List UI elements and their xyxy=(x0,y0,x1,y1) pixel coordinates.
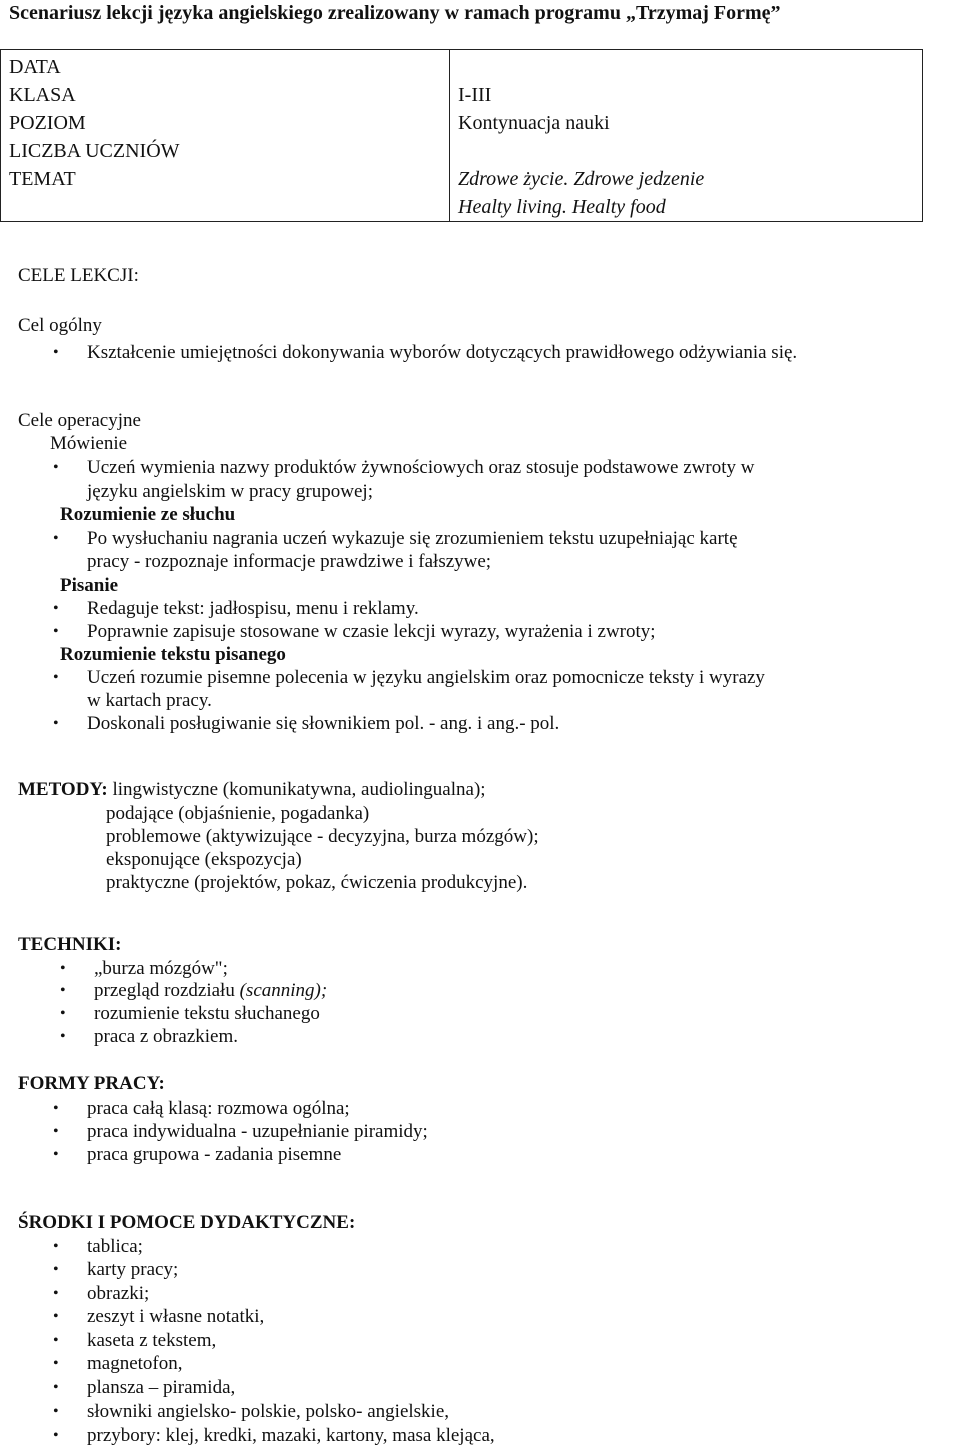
srodki-item-5: • kaseta z tekstem, xyxy=(87,1329,216,1352)
value-temat-en: Healty living. Healty food xyxy=(458,196,666,218)
srodki-item-4: • zeszyt i własne notatki, xyxy=(87,1305,264,1328)
mowienie-item-line1: • Uczeń wymienia nazwy produktów żywnościowych oraz stosuje podstawowe zwroty w xyxy=(87,457,755,478)
metody-item: problemowe (aktywizujące - decyzyjna, burza mózgów); xyxy=(106,826,539,847)
rozumienie-sluchu-item xyxy=(87,527,738,550)
document-title: Scenariusz lekcji języka angielskiego zrealizowany w ramach programu „Trzymaj Formę” xyxy=(9,2,781,24)
info-values-cell xyxy=(450,50,923,222)
metody-line xyxy=(18,778,486,801)
info-labels-cell xyxy=(1,50,450,222)
value-poziom: Kontynuacja nauki xyxy=(458,112,610,134)
rozumienie-pisanego-item1-line1: • Uczeń rozumie pisemne polecenia w języku angielskim oraz pomocnicze teksty i wyrazy xyxy=(87,667,765,688)
value-liczba-uczniow xyxy=(458,137,914,165)
metody-item: praktyczne (projektów, pokaz, ćwiczenia produkcyjne). xyxy=(106,872,528,893)
formy-item-3: • praca grupowa - zadania pisemne xyxy=(87,1143,341,1166)
techniki-item-2-italic: (scanning); xyxy=(239,980,328,1001)
metody-heading: METODY: xyxy=(18,779,108,800)
srodki-item-1: • tablica; xyxy=(87,1235,143,1258)
label-liczba-uczniow: LICZBA UCZNIÓW xyxy=(9,140,180,162)
cele-operacyjne-heading: Cele operacyjne xyxy=(18,410,141,431)
mowienie-item-line2: języku angielskim w pracy grupowej; xyxy=(87,481,373,502)
formy-heading: FORMY PRACY: xyxy=(18,1073,165,1094)
metody-list xyxy=(106,802,539,894)
srodki-item-9: • przybory: klej, kredki, mazaki, kartony, masa klejąca, xyxy=(87,1424,495,1447)
srodki-item-8: • słowniki angielsko- polskie, polsko- angielskie, xyxy=(87,1400,449,1423)
cel-ogolny-heading: Cel ogólny xyxy=(18,315,102,336)
label-data: DATA xyxy=(9,56,61,78)
value-klasa: I-III xyxy=(458,84,492,106)
srodki-item-3: • obrazki; xyxy=(87,1282,149,1305)
value-data xyxy=(458,53,914,81)
srodki-heading: ŚRODKI I POMOCE DYDAKTYCZNE: xyxy=(18,1212,356,1233)
label-poziom: POZIOM xyxy=(9,112,86,134)
label-klasa: KLASA xyxy=(9,84,76,106)
cele-heading: CELE LEKCJI: xyxy=(18,265,139,286)
srodki-item-6: • magnetofon, xyxy=(87,1352,183,1375)
rozumienie-sluchu-line1: • Po wysłuchaniu nagrania uczeń wykazuje się zrozumieniem tekstu uzupełniając kartę xyxy=(87,528,738,549)
formy-item-1: • praca całą klasą: rozmowa ogólna; xyxy=(87,1097,350,1120)
techniki-item-3: • rozumienie tekstu słuchanego xyxy=(94,1002,320,1025)
techniki-item-4: • praca z obrazkiem. xyxy=(94,1025,238,1048)
rozumienie-pisanego-item-2: • Doskonali posługiwanie się słownikiem pol. - ang. i ang.- pol. xyxy=(87,712,559,735)
techniki-item-2 xyxy=(94,979,327,1002)
metody-item: podające (objaśnienie, pogadanka) xyxy=(106,803,370,824)
pisanie-heading: Pisanie xyxy=(60,575,119,596)
mowienie-heading: Mówienie xyxy=(50,433,128,454)
rozumienie-pisanego-heading: Rozumienie tekstu pisanego xyxy=(60,644,286,665)
srodki-item-7: • plansza – piramida, xyxy=(87,1376,235,1399)
pisanie-item-1: • Redaguje tekst: jadłospisu, menu i reklamy. xyxy=(87,597,419,620)
lesson-info-table xyxy=(0,49,923,222)
formy-item-2: • praca indywidualna - uzupełnianie piramidy; xyxy=(87,1120,428,1143)
cel-ogolny-item: • Kształcenie umiejętności dokonywania wyborów dotyczących prawidłowego odżywiania się. xyxy=(87,341,797,364)
metody-item: eksponujące (ekspozycja) xyxy=(106,849,302,870)
srodki-item-2: • karty pracy; xyxy=(87,1258,178,1281)
mowienie-item xyxy=(87,456,754,479)
rozumienie-pisanego-item1-line2: w kartach pracy. xyxy=(87,690,212,711)
rozumienie-sluchu-heading: Rozumienie ze słuchu xyxy=(60,504,236,525)
rozumienie-sluchu-line2: pracy - rozpoznaje informacje prawdziwe i fałszywe; xyxy=(87,551,492,572)
rozumienie-pisanego-item-1 xyxy=(87,666,765,689)
techniki-heading: TECHNIKI: xyxy=(18,934,122,955)
techniki-item-2-text: przegląd rozdziału xyxy=(94,980,235,1001)
label-temat: TEMAT xyxy=(9,168,76,190)
techniki-item-1: • „burza mózgów"; xyxy=(94,957,228,980)
metody-first: lingwistyczne (komunikatywna, audiolingualna); xyxy=(112,779,486,800)
value-temat-pl: Zdrowe życie. Zdrowe jedzenie xyxy=(458,168,705,190)
pisanie-item-2: • Poprawnie zapisuje stosowane w czasie lekcji wyrazy, wyrażenia i zwroty; xyxy=(87,620,656,643)
